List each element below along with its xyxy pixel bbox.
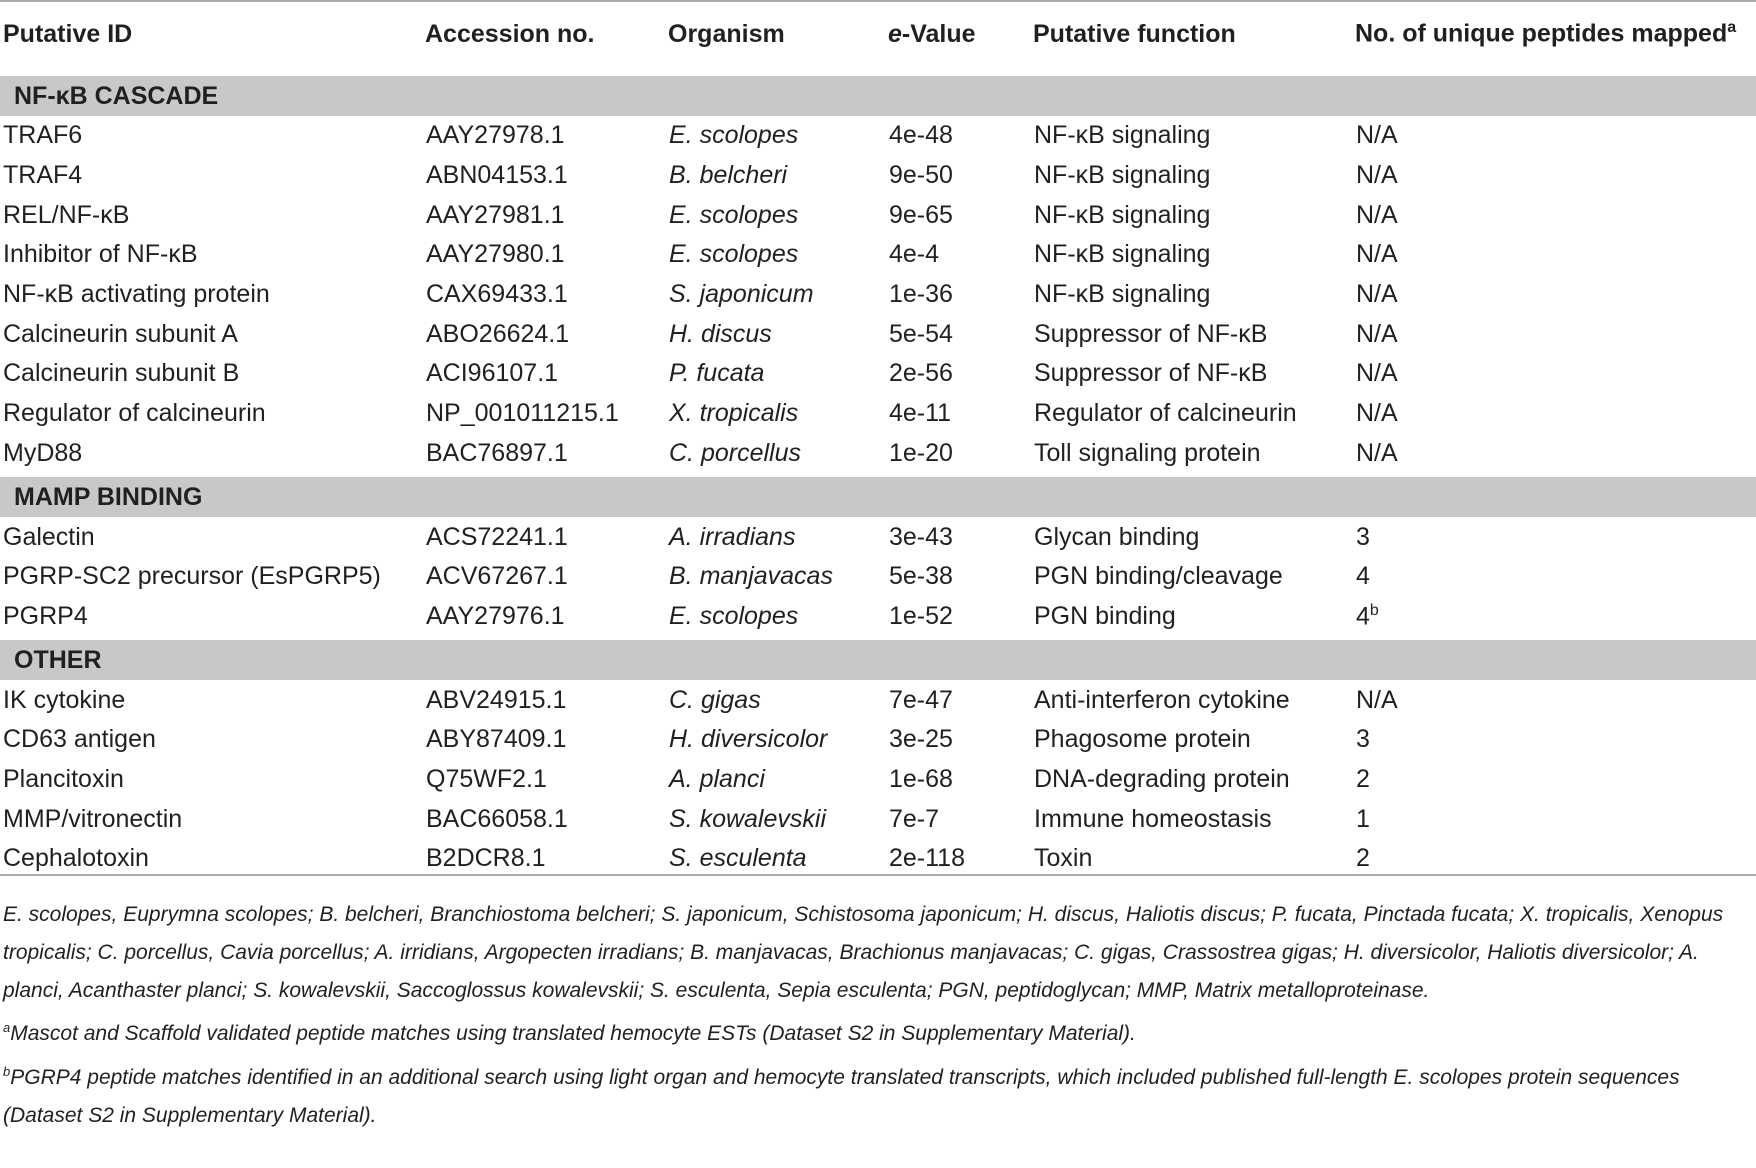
cell-function: Toxin [1034, 844, 1093, 873]
table-bottom-rule [0, 874, 1756, 876]
cell-function: Suppressor of NF-κB [1034, 319, 1268, 348]
cell-peptides-value: N/A [1356, 359, 1398, 388]
cell-putative-id: Inhibitor of NF-κB [3, 240, 198, 269]
cell-peptides-value: 4 [1356, 602, 1370, 631]
cell-accession: ACI96107.1 [426, 359, 559, 388]
header-evalue-text: -Value [901, 19, 976, 48]
cell-peptides-value: N/A [1356, 438, 1398, 467]
cell-organism: P. fucata [669, 359, 765, 388]
cell-evalue: 1e-68 [889, 764, 953, 793]
footnote-b-marker: b [3, 1064, 11, 1080]
cell-accession: CAX69433.1 [426, 280, 568, 309]
cell-function: Glycan binding [1034, 522, 1200, 551]
header-organism: Organism [665, 1, 885, 74]
cell-putative-id: Calcineurin subunit B [3, 359, 240, 388]
cell-organism: E. scolopes [669, 121, 799, 150]
section-title: NF-κB CASCADE [0, 74, 1756, 116]
header-evalue [885, 1, 1030, 74]
cell-putative-id: REL/NF-κB [3, 200, 130, 229]
cell-function: Phagosome protein [1034, 725, 1251, 754]
section-title: MAMP BINDING [0, 475, 1756, 517]
cell-organism: E. scolopes [669, 601, 799, 630]
cell-putative-id: IK cytokine [3, 685, 126, 714]
cell-putative-id: Cephalotoxin [3, 844, 149, 873]
header-evalue-italic: e [888, 19, 902, 48]
header-function: Putative function [1030, 1, 1352, 74]
cell-putative-id: MyD88 [3, 438, 83, 467]
table-body [0, 74, 1756, 891]
footnote-a-marker: a [3, 1020, 11, 1036]
cell-accession: AAY27981.1 [426, 200, 565, 229]
table-row [0, 517, 1756, 557]
cell-putative-id: TRAF4 [3, 161, 83, 190]
cell-putative-id: Calcineurin subunit A [3, 319, 238, 348]
cell-putative-id: Regulator of calcineurin [3, 399, 266, 428]
cell-function: DNA-degrading protein [1034, 764, 1290, 793]
table-header [0, 1, 1756, 74]
header-accession: Accession no. [422, 1, 665, 74]
cell-function: Anti-interferon cytokine [1034, 685, 1290, 714]
table-row [0, 799, 1756, 839]
cell-evalue: 1e-20 [889, 438, 953, 467]
cell-peptides-value: N/A [1356, 200, 1398, 229]
cell-function: NF-κB signaling [1034, 161, 1211, 190]
table-row [0, 156, 1756, 196]
cell-putative-id: PGRP4 [3, 601, 88, 630]
table-row [0, 557, 1756, 597]
cell-peptides-value: N/A [1356, 240, 1398, 269]
cell-peptides-value: N/A [1356, 319, 1398, 348]
cell-accession: ABY87409.1 [426, 725, 567, 754]
cell-organism: C. porcellus [669, 438, 801, 467]
section-header-row [0, 475, 1756, 517]
table-row [0, 597, 1756, 639]
abbreviations-note: E. scolopes, Euprymna scolopes; B. belcheri, Branchiostoma belcheri; S. japonicum, Schistosoma japonicum; H. discus, Haliotis discus; P. fucata, Pinctada fucata; X. tropicalis, Xenopus tropicalis; C. porcellus, Cavia porcellus; A. irridians, Argopecten irradians; B. manjavacas, Brachionus manjavacas; C. gigas, Crassostrea gigas; H. diversicolor, Haliotis diversicolor; A. planci, Acanthaster planci; S. kowalevskii, Saccoglossus kowalevskii; S. esculenta, Sepia esculenta; PGN, peptidoglycan; MMP, Matrix metalloproteinase. [3, 903, 1724, 1002]
cell-peptides [1352, 116, 1756, 156]
table-row [0, 314, 1756, 354]
cell-peptides-value: N/A [1356, 161, 1398, 190]
cell-accession: AAY27980.1 [426, 240, 565, 269]
cell-peptides-value: 1 [1356, 804, 1370, 833]
cell-evalue: 4e-48 [889, 121, 953, 150]
cell-function: Regulator of calcineurin [1034, 399, 1297, 428]
cell-peptides [1352, 314, 1756, 354]
cell-peptides [1352, 720, 1756, 760]
cell-peptides-value: N/A [1356, 280, 1398, 309]
cell-peptides [1352, 195, 1756, 235]
cell-peptides-footnote-marker: b [1369, 601, 1379, 619]
cell-peptides [1352, 156, 1756, 196]
header-putative-id: Putative ID [0, 1, 422, 74]
cell-organism: S. esculenta [669, 844, 807, 873]
cell-peptides [1352, 597, 1756, 639]
cell-organism: B. manjavacas [669, 562, 833, 591]
cell-peptides-value: 3 [1356, 522, 1370, 551]
cell-evalue: 3e-43 [889, 522, 953, 551]
cell-accession: ACV67267.1 [426, 562, 568, 591]
cell-putative-id: PGRP-SC2 precursor (EsPGRP5) [3, 562, 381, 591]
cell-accession: AAY27976.1 [426, 601, 565, 630]
cell-function: NF-κB signaling [1034, 240, 1211, 269]
cell-organism: S. kowalevskii [669, 804, 826, 833]
cell-putative-id: Galectin [3, 522, 95, 551]
cell-evalue: 3e-25 [889, 725, 953, 754]
table-row [0, 720, 1756, 760]
header-peptides [1352, 1, 1756, 74]
cell-evalue: 7e-7 [889, 804, 940, 833]
cell-function: Suppressor of NF-κB [1034, 359, 1268, 388]
cell-peptides [1352, 839, 1756, 891]
cell-organism: H. discus [669, 319, 772, 348]
cell-peptides [1352, 557, 1756, 597]
table-notes [3, 896, 1753, 1135]
cell-organism: E. scolopes [669, 240, 799, 269]
cell-putative-id: NF-κB activating protein [3, 280, 270, 309]
table-row [0, 116, 1756, 156]
table-row [0, 839, 1756, 891]
table-row [0, 354, 1756, 394]
cell-accession: ABO26624.1 [426, 319, 570, 348]
cell-accession: ABN04153.1 [426, 161, 568, 190]
cell-peptides-value: 3 [1356, 725, 1370, 754]
cell-peptides-value: N/A [1356, 685, 1398, 714]
cell-organism: A. planci [669, 764, 765, 793]
cell-accession: B2DCR8.1 [426, 844, 546, 873]
cell-evalue: 5e-38 [889, 562, 953, 591]
cell-organism: B. belcheri [669, 161, 788, 190]
cell-putative-id: TRAF6 [3, 121, 83, 150]
cell-evalue: 1e-36 [889, 280, 953, 309]
cell-function: Toll signaling protein [1034, 438, 1261, 467]
cell-evalue: 2e-56 [889, 359, 953, 388]
cell-organism: X. tropicalis [669, 399, 799, 428]
cell-function: PGN binding/cleavage [1034, 562, 1283, 591]
cell-peptides [1352, 275, 1756, 315]
footnote-a-text: Mascot and Scaffold validated peptide matches using translated hemocyte ESTs (Dataset S2 in Supplementary Material). [10, 1022, 1136, 1046]
cell-evalue: 1e-52 [889, 601, 953, 630]
table-row [0, 760, 1756, 800]
cell-peptides-value: N/A [1356, 399, 1398, 428]
cell-organism: S. japonicum [669, 280, 814, 309]
cell-evalue: 9e-65 [889, 200, 953, 229]
cell-peptides-value: N/A [1356, 121, 1398, 150]
cell-accession: AAY27978.1 [426, 121, 565, 150]
section-title: OTHER [0, 638, 1756, 680]
table-row [0, 394, 1756, 434]
cell-putative-id: MMP/vitronectin [3, 804, 183, 833]
cell-peptides [1352, 680, 1756, 720]
cell-organism: A. irradians [669, 522, 796, 551]
cell-evalue: 9e-50 [889, 161, 953, 190]
table-row [0, 680, 1756, 720]
cell-function: Immune homeostasis [1034, 804, 1272, 833]
cell-accession: NP_001011215.1 [426, 399, 619, 428]
table-row [0, 275, 1756, 315]
cell-putative-id: CD63 antigen [3, 725, 156, 754]
header-row [0, 1, 1756, 74]
cell-accession: ABV24915.1 [426, 685, 567, 714]
cell-accession: BAC76897.1 [426, 438, 568, 467]
cell-peptides-value: 2 [1356, 844, 1370, 873]
cell-peptides [1352, 760, 1756, 800]
cell-peptides [1352, 354, 1756, 394]
cell-peptides-value: 2 [1356, 764, 1370, 793]
cell-accession: Q75WF2.1 [426, 764, 547, 793]
cell-putative-id: Plancitoxin [3, 764, 124, 793]
cell-evalue: 5e-54 [889, 319, 953, 348]
footnote-a [3, 1009, 1753, 1053]
table-row [0, 235, 1756, 275]
table-row [0, 195, 1756, 235]
section-header-row [0, 638, 1756, 680]
cell-peptides [1352, 394, 1756, 434]
cell-function: NF-κB signaling [1034, 280, 1211, 309]
footnote-b-text: PGRP4 peptide matches identified in an additional search using light organ and hemocyte translated transcripts, which included published full-length E. scolopes protein sequences (Dataset S2 in Supplementary Material). [3, 1066, 1680, 1127]
cell-peptides [1352, 517, 1756, 557]
header-peptides-text: No. of unique peptides mapped [1355, 19, 1728, 48]
cell-evalue: 7e-47 [889, 685, 953, 714]
cell-peptides-value: 4 [1356, 562, 1370, 591]
cell-evalue: 4e-4 [889, 240, 940, 269]
cell-evalue: 2e-118 [889, 844, 965, 873]
cell-function: NF-κB signaling [1034, 200, 1211, 229]
cell-organism: H. diversicolor [669, 725, 828, 754]
footnote-b [3, 1053, 1753, 1135]
cell-organism: E. scolopes [669, 200, 799, 229]
cell-function: NF-κB signaling [1034, 121, 1211, 150]
cell-peptides [1352, 434, 1756, 476]
header-peptides-footnote-marker: a [1727, 19, 1737, 37]
section-header-row [0, 74, 1756, 116]
cell-peptides [1352, 799, 1756, 839]
cell-peptides [1352, 235, 1756, 275]
cell-function: PGN binding [1034, 601, 1176, 630]
cell-organism: C. gigas [669, 685, 761, 714]
table-row [0, 434, 1756, 476]
cell-accession: ACS72241.1 [426, 522, 568, 551]
cell-evalue: 4e-11 [889, 399, 952, 428]
cell-accession: BAC66058.1 [426, 804, 568, 833]
